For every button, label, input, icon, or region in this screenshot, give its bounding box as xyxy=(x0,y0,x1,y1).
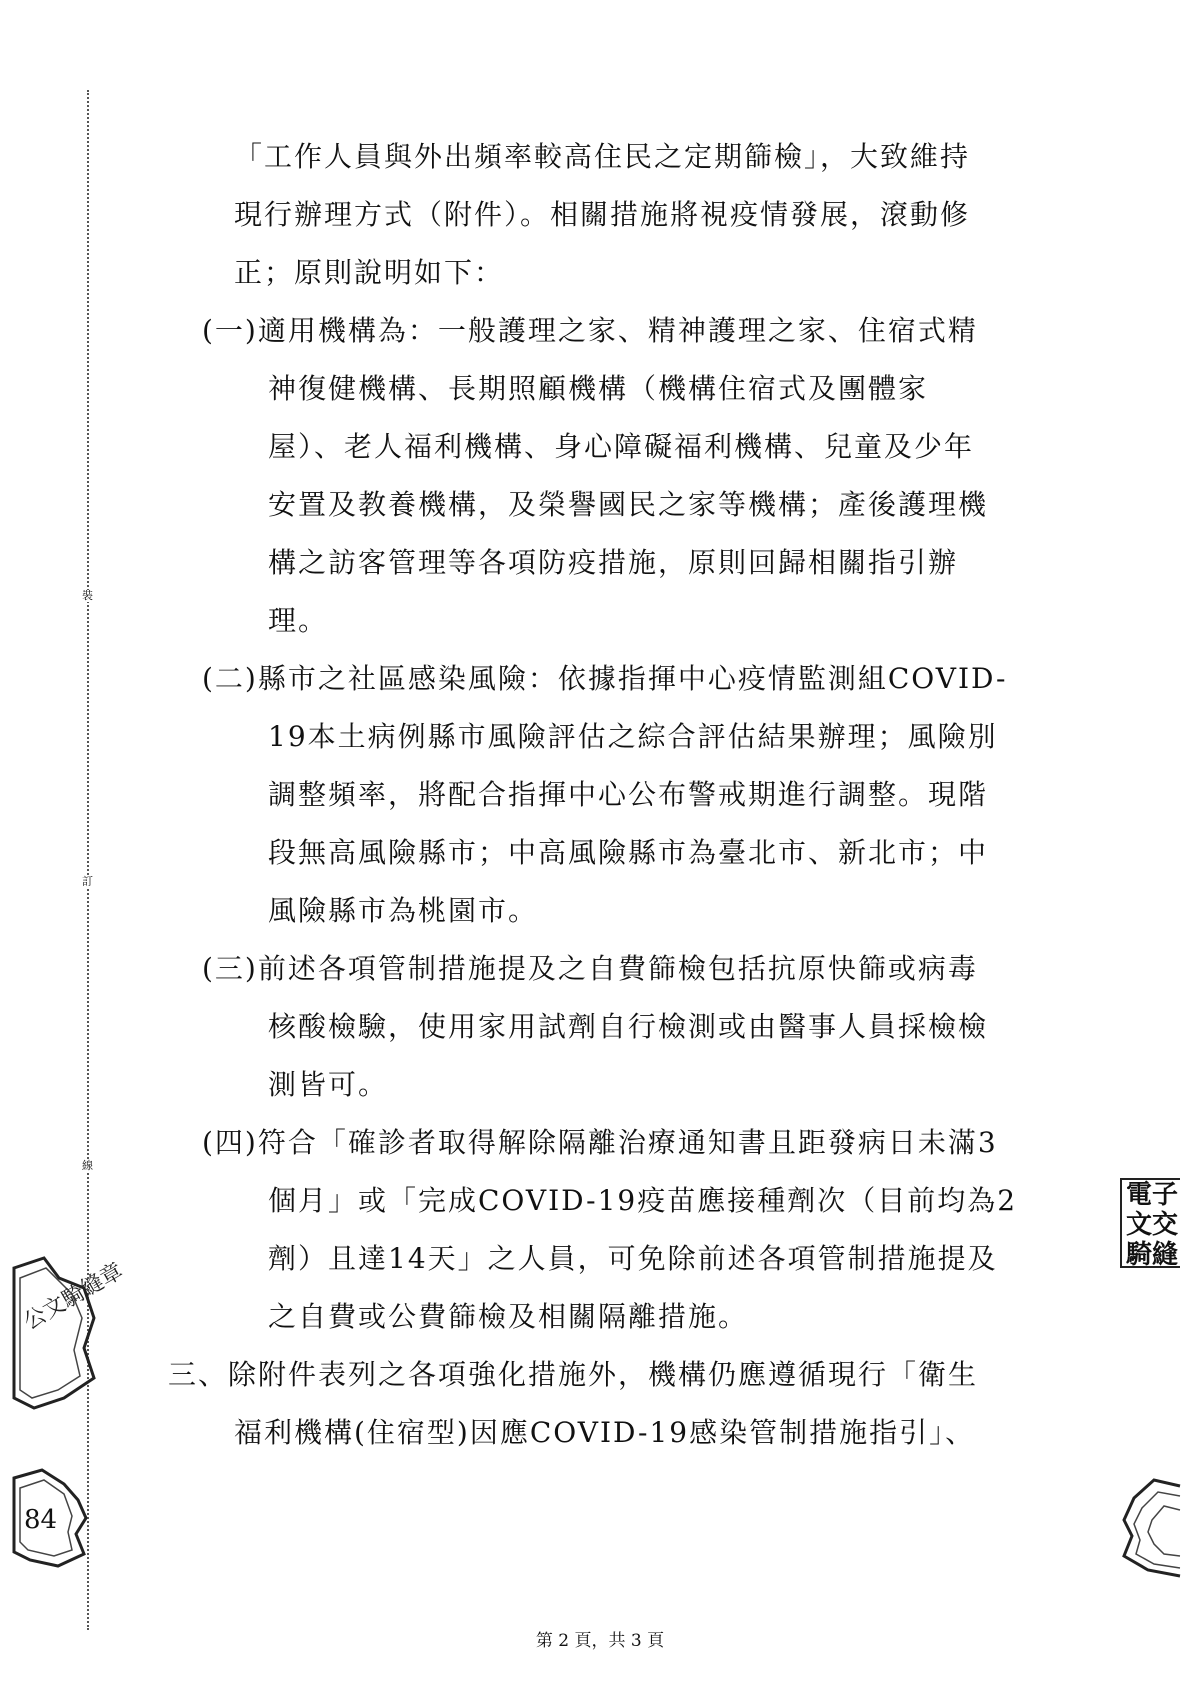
stamp-line: 騎縫 xyxy=(1126,1240,1179,1270)
list-item-1-line: 神復健機構、長期照顧機構（機構住宿式及團體家 xyxy=(268,372,929,405)
section-3-line: 三、除附件表列之各項強化措施外，機構仍應遵循現行「衛生 xyxy=(168,1358,979,1391)
list-item-2-line: 風險縣市為桃園市。 xyxy=(268,894,539,927)
list-item-2-line: 調整頻率，將配合指揮中心公布警戒期進行調整。現階 xyxy=(268,778,989,811)
body-line: 「工作人員與外出頻率較高住民之定期篩檢」，大致維持 xyxy=(234,140,971,173)
seal-right-bottom-icon xyxy=(1124,1480,1180,1576)
body-line: 現行辦理方式（附件）。相關措施將視疫情發展，滾動修 xyxy=(234,198,971,231)
stamp-line: 文交 xyxy=(1126,1210,1179,1240)
list-item-2-line: (二)縣市之社區感染風險：依據指揮中心疫情監測組COVID- xyxy=(202,662,1008,695)
binding-mark-zhuang: 裝 xyxy=(82,589,93,602)
list-item-1-line: 理。 xyxy=(268,604,329,637)
list-item-3-line: (三)前述各項管制措施提及之自費篩檢包括抗原快篩或病毒 xyxy=(202,952,978,985)
page-number: 84 xyxy=(24,1505,58,1535)
stamp-line: 電子 xyxy=(1126,1180,1179,1210)
list-item-1-line: 安置及教養機構，及榮譽國民之家等機構；產後護理機 xyxy=(268,488,989,521)
list-item-3-line: 測皆可。 xyxy=(268,1068,389,1101)
binding-mark-ding: 訂 xyxy=(82,875,93,888)
electronic-doc-stamp xyxy=(1120,1178,1180,1268)
binding-mark-xian: 線 xyxy=(82,1159,93,1172)
list-item-4-line: 劑）且達14天」之人員，可免除前述各項管制措施提及 xyxy=(268,1242,998,1275)
page-footer: 第 2 頁，共 3 頁 xyxy=(535,1631,665,1651)
list-item-2-line: 19本土病例縣市風險評估之綜合評估結果辦理；風險別 xyxy=(268,720,998,753)
list-item-4-line: (四)符合「確診者取得解除隔離治療通知書且距發病日未滿3 xyxy=(202,1126,998,1159)
body-line: 正；原則說明如下： xyxy=(234,256,505,289)
section-3-line: 福利機構(住宿型)因應COVID-19感染管制措施指引」、 xyxy=(234,1416,976,1449)
list-item-1-line: 屋）、老人福利機構、身心障礙福利機構、兒童及少年 xyxy=(268,430,975,463)
svg-text:公文騎縫章: 公文騎縫章 xyxy=(19,1258,128,1336)
list-item-2-line: 段無高風險縣市；中高風險縣市為臺北市、新北市；中 xyxy=(268,836,989,869)
list-item-4-line: 之自費或公費篩檢及相關隔離措施。 xyxy=(268,1300,749,1333)
list-item-3-line: 核酸檢驗，使用家用試劑自行檢測或由醫事人員採檢檢 xyxy=(268,1010,989,1043)
list-item-1-line: (一)適用機構為：一般護理之家、精神護理之家、住宿式精 xyxy=(202,314,978,347)
list-item-4-line: 個月」或「完成COVID-19疫苗應接種劑次（目前均為2 xyxy=(268,1184,1018,1217)
list-item-1-line: 構之訪客管理等各項防疫措施，原則回歸相關指引辦 xyxy=(268,546,959,579)
seal-left-icon xyxy=(14,1258,128,1408)
